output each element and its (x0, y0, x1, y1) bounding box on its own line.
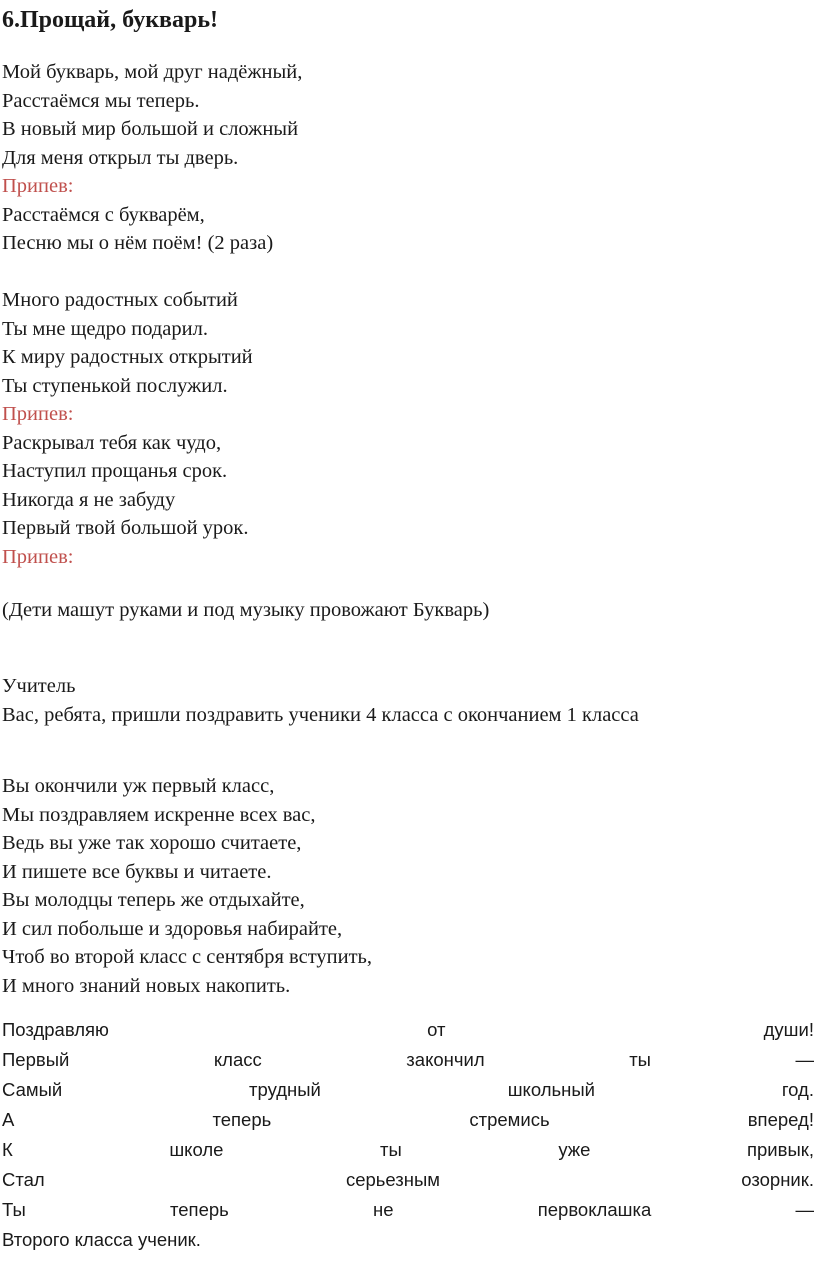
lyric-line: Для меня открыл ты дверь. (2, 146, 239, 169)
justified-line (2, 1045, 814, 1075)
lyric-line: Ты мне щедро подарил. (2, 317, 208, 340)
lyric-line: Ты ступенькой послужил. (2, 374, 228, 397)
word: Самый (2, 1079, 63, 1100)
word: А (2, 1109, 15, 1130)
word: первоклашка (537, 1199, 652, 1220)
lyric-line: Наступил прощанья срок. (2, 460, 228, 482)
word: серьезным (345, 1169, 441, 1190)
poem-line: Ведь вы уже так хорошо считаете, (2, 832, 302, 854)
page-title: 6.Прощай, букварь! (2, 7, 219, 33)
lyric-line: Раскрывал тебя как чудо, (2, 431, 222, 454)
speaker-name: Учитель (2, 675, 76, 697)
word: уже (558, 1139, 591, 1160)
word: не (373, 1199, 394, 1220)
justified-line (2, 1105, 814, 1135)
word: ты (629, 1049, 651, 1070)
word: трудный (249, 1079, 321, 1100)
lyric-line: Расстаёмся мы теперь. (2, 89, 200, 112)
word: — (795, 1199, 814, 1220)
lyric-line: К миру радостных открытий (2, 346, 253, 368)
justified-line (2, 1195, 814, 1225)
poem-line: И много знаний новых накопить. (2, 974, 291, 997)
word: Второго класса ученик. (2, 1229, 201, 1250)
poem-line: Вы молодцы теперь же отдыхайте, (2, 889, 305, 911)
poem-congratulations (2, 1015, 814, 1255)
song-lyrics (2, 58, 302, 571)
word: озорник. (741, 1169, 814, 1190)
word: стремись (469, 1109, 550, 1130)
teacher-section (2, 672, 639, 729)
word: ты (379, 1139, 402, 1160)
word: привык, (746, 1139, 814, 1160)
refrain-label: Припев: (2, 403, 74, 425)
word: школе (169, 1139, 224, 1160)
poem-line: Чтоб во второй класс с сентября вступить, (2, 946, 373, 968)
word: закончил (406, 1049, 485, 1070)
lyric-line: Первый твой большой урок. (2, 517, 249, 539)
word: школьный (507, 1079, 595, 1100)
lyric-line: Много радостных событий (2, 289, 238, 311)
lyric-line: В новый мир большой и сложный (2, 118, 299, 140)
justified-line (2, 1135, 814, 1165)
poem-line: И пишете все буквы и читаете. (2, 860, 272, 883)
lyric-line: Мой букварь, мой друг надёжный, (2, 61, 303, 83)
poem-line: Вы окончили уж первый класс, (2, 775, 275, 797)
stage-direction: (Дети машут руками и под музыку провожают Букварь) (2, 599, 490, 621)
word: души! (763, 1019, 814, 1040)
refrain-line: Песню мы о нём поём! (2 раза) (2, 232, 274, 254)
word: Стал (2, 1169, 45, 1190)
poem-first-class (2, 772, 372, 1000)
word: теперь (170, 1199, 229, 1220)
word: от (427, 1019, 446, 1040)
word: год. (781, 1079, 814, 1100)
word: класс (213, 1049, 262, 1070)
word: К (2, 1139, 13, 1160)
justified-line (2, 1015, 814, 1045)
poem-line: И сил побольше и здоровья набирайте, (2, 917, 343, 940)
poem-line: Мы поздравляем искренне всех вас, (2, 803, 316, 826)
blank-line (2, 258, 302, 287)
speaker-line: Вас, ребята, пришли поздравить ученики 4 класса с окончанием 1 класса (2, 703, 639, 726)
justified-line (2, 1075, 814, 1105)
word: Поздравляю (2, 1019, 109, 1040)
justified-line-last (2, 1225, 814, 1255)
refrain-label: Припев: (2, 545, 74, 568)
word: теперь (212, 1109, 272, 1130)
word: Ты (2, 1199, 26, 1220)
refrain-line: Расстаёмся с букварём, (2, 203, 205, 226)
refrain-label: Припев: (2, 175, 74, 197)
word: Первый (2, 1049, 70, 1070)
lyric-line: Никогда я не забуду (2, 488, 176, 511)
word: — (795, 1049, 814, 1070)
justified-line (2, 1165, 814, 1195)
word: вперед! (747, 1109, 814, 1130)
